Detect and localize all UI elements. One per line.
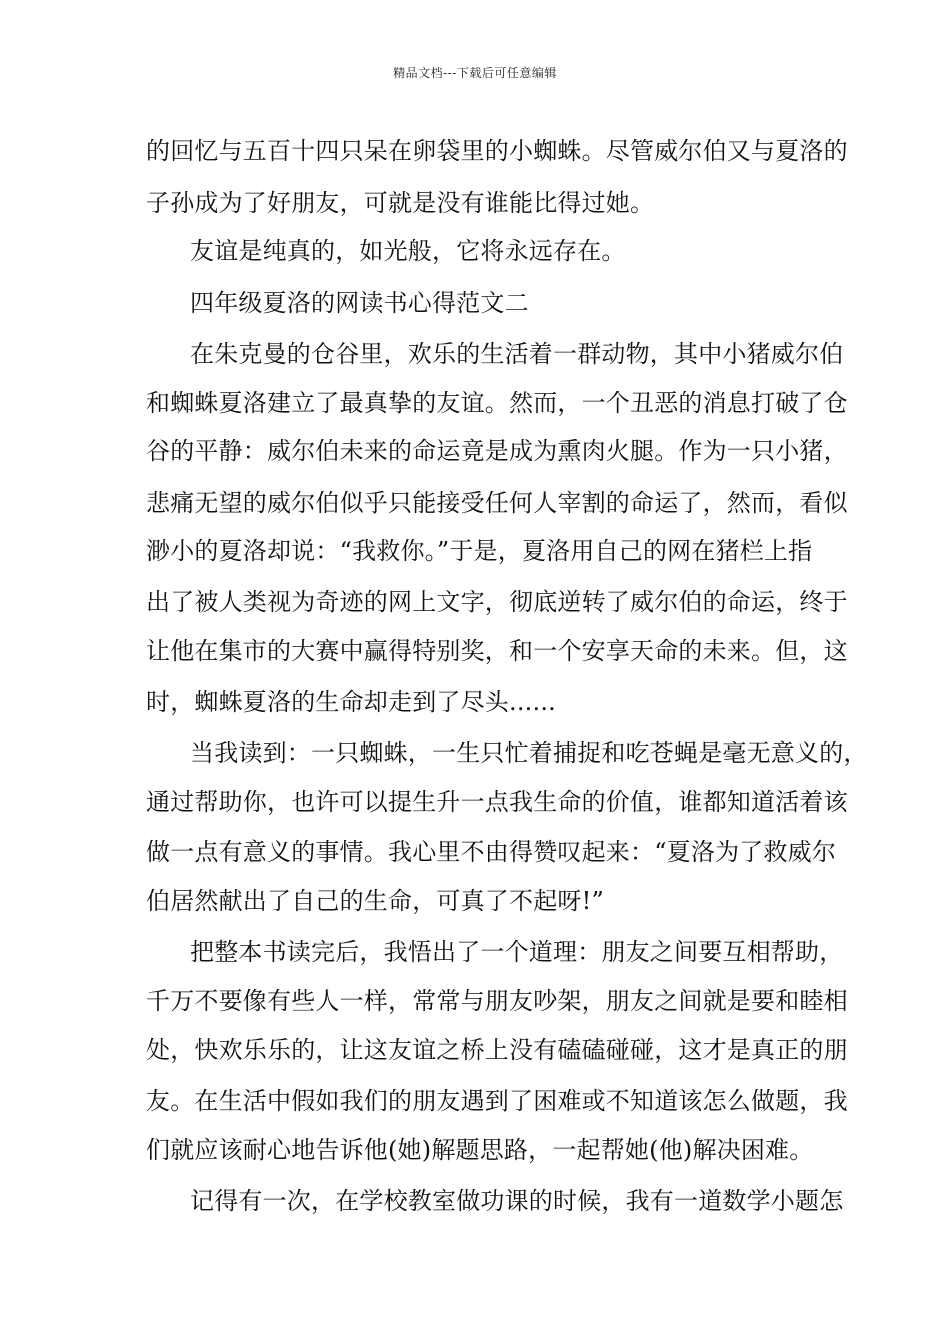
text-line: 出了被人类视为奇迹的网上文字，彻底逆转了威尔伯的命运，终于 — [146, 588, 848, 616]
text-line: 悲痛无望的威尔伯似乎只能接受任何人宰割的命运了，然而，看似 — [146, 489, 848, 517]
text-line: 伯居然献出了自己的生命，可真了不起呀!” — [146, 887, 604, 915]
text-line: 在朱克曼的仓谷里，欢乐的生活着一群动物，其中小猪威尔伯 — [190, 340, 844, 368]
text-line: 做一点有意义的事情。我心里不由得赞叹起来：“夏洛为了救威尔 — [146, 838, 837, 866]
text-line: 渺小的夏洛却说：“我救你。”于是，夏洛用自己的网在猪栏上指 — [146, 537, 813, 565]
text-line: 子孙成为了好朋友，可就是没有谁能比得过她。 — [146, 189, 655, 217]
text-line: 让他在集市的大赛中赢得特别奖，和一个安享天命的未来。但，这 — [146, 637, 848, 665]
section-heading: 四年级夏洛的网读书心得范文二 — [190, 289, 529, 317]
text-line: 友谊是纯真的，如光般，它将永远存在。 — [190, 237, 626, 265]
text-line: 记得有一次，在学校教室做功课的时候，我有一道数学小题怎 — [190, 1187, 844, 1215]
text-line: 把整本书读完后，我悟出了一个道理：朋友之间要互相帮助， — [190, 938, 844, 966]
text-line: 友。在生活中假如我们的朋友遇到了困难或不知道该怎么做题，我 — [146, 1087, 848, 1115]
page-header: 精品文档---下载后可任意编辑 — [393, 66, 557, 80]
text-line: 千万不要像有些人一样，常常与朋友吵架，朋友之间就是要和睦相 — [146, 987, 848, 1015]
text-line: 当我读到：一只蜘蛛，一生只忙着捕捉和吃苍蝇是毫无意义的， — [190, 739, 868, 767]
text-line: 们就应该耐心地告诉他(她)解题思路，一起帮她(他)解决困难。 — [146, 1136, 814, 1164]
text-line: 时，蜘蛛夏洛的生命却走到了尽头...... — [146, 688, 556, 716]
text-line: 的回忆与五百十四只呆在卵袋里的小蜘蛛。尽管威尔伯又与夏洛的 — [146, 137, 848, 165]
text-line: 通过帮助你，也许可以提生升一点我生命的价值，谁都知道活着该 — [146, 788, 848, 816]
text-line: 和蜘蛛夏洛建立了最真挚的友谊。然而，一个丑恶的消息打破了仓 — [146, 389, 848, 417]
text-line: 谷的平静：威尔伯未来的命运竟是成为熏肉火腿。作为一只小猪， — [146, 437, 848, 465]
text-line: 处，快欢乐乐的，让这友谊之桥上没有磕磕碰碰，这才是真正的朋 — [146, 1036, 848, 1064]
